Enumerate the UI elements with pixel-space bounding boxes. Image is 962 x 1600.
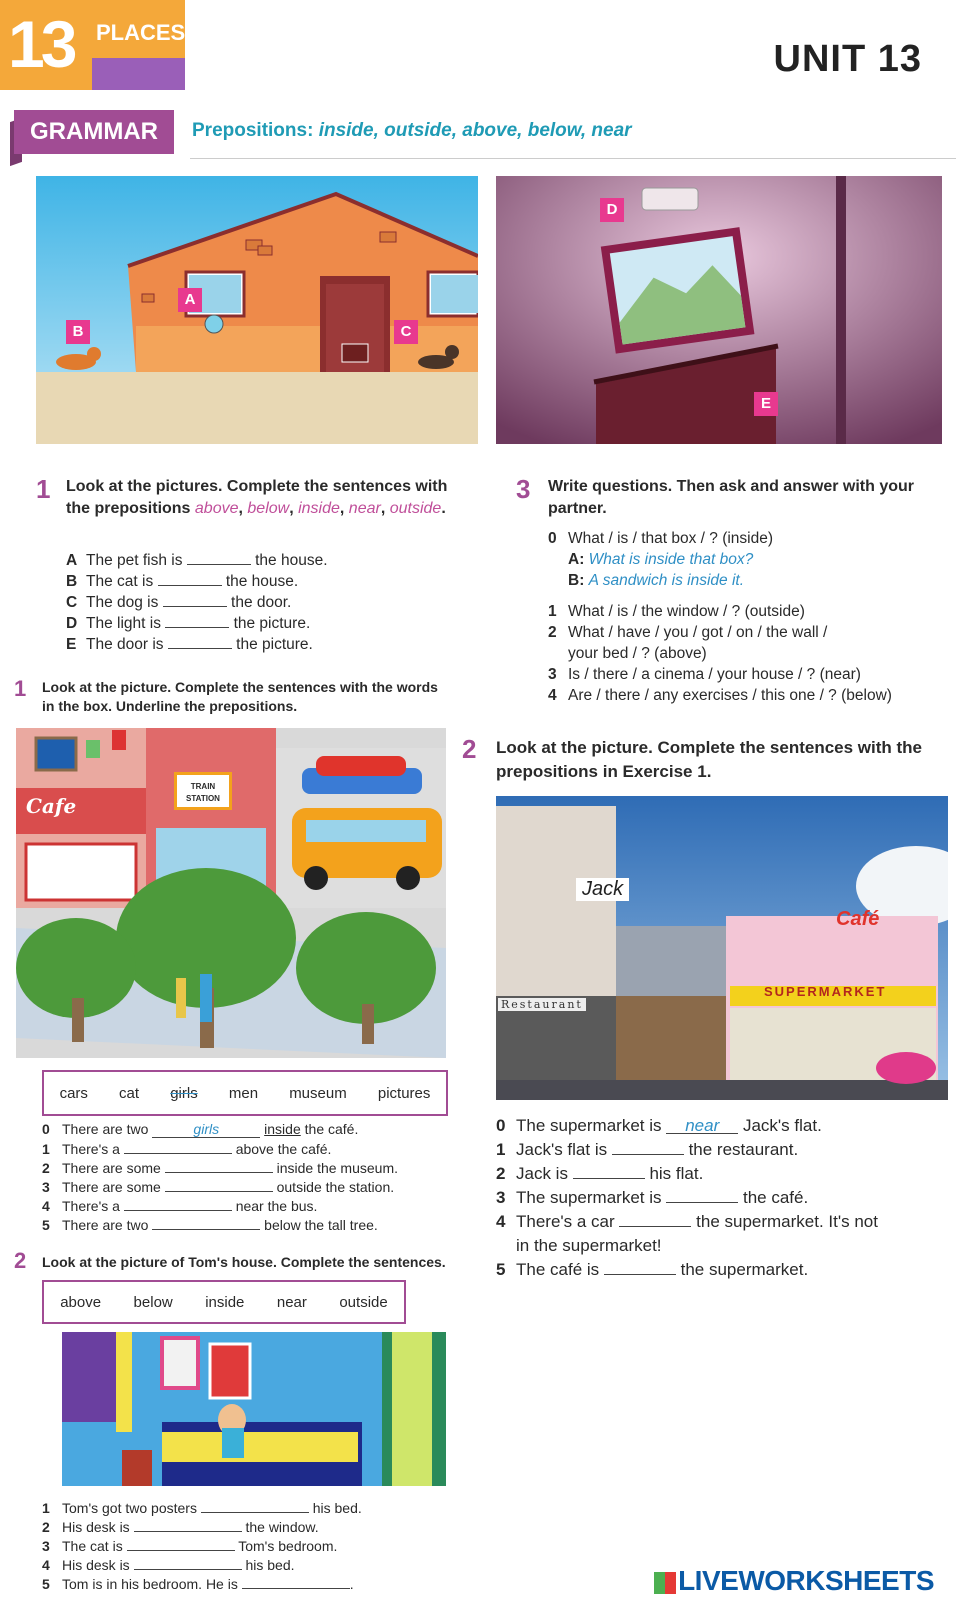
photo-supermarket-sign: SUPERMARKET bbox=[764, 984, 887, 999]
logo-icon bbox=[654, 1572, 676, 1594]
box-word: cars bbox=[59, 1084, 88, 1102]
wb1-item: 2 There are some inside the museum. bbox=[42, 1160, 399, 1176]
ex3-example-a: A: What is inside that box? bbox=[568, 551, 754, 568]
answer-blank[interactable] bbox=[124, 1139, 232, 1154]
answer-blank[interactable] bbox=[619, 1212, 691, 1227]
wb2-item: 2 His desk is the window. bbox=[42, 1519, 319, 1535]
ex1-item: C The dog is the door. bbox=[66, 594, 292, 611]
ex3-item: 2 What / have / you / got / on / the wall / bbox=[548, 624, 828, 641]
bedroom-illustration bbox=[62, 1332, 446, 1486]
wb2-item: 1 Tom's got two posters his bed. bbox=[42, 1500, 362, 1516]
tag-c: C bbox=[394, 320, 418, 344]
ex2-number: 2 bbox=[462, 734, 477, 764]
wb1-word-box bbox=[42, 1070, 448, 1116]
room-picture bbox=[496, 176, 942, 444]
answer-blank[interactable] bbox=[573, 1164, 645, 1179]
ex3-item: 4 Are / there / any exercises / this one / ? (below) bbox=[548, 687, 892, 704]
grammar-tab: GRAMMAR bbox=[14, 110, 174, 154]
ex1-word: inside bbox=[298, 500, 340, 517]
answer-blank[interactable] bbox=[158, 571, 222, 586]
answer-blank[interactable] bbox=[134, 1555, 242, 1570]
box-word: museum bbox=[289, 1084, 347, 1102]
box-word: cat bbox=[119, 1084, 140, 1102]
ex1-item: B The cat is the house. bbox=[66, 573, 299, 590]
photo-restaurant-sign: Restaurant bbox=[498, 998, 586, 1011]
answer-blank[interactable] bbox=[168, 634, 232, 649]
answer-blank[interactable] bbox=[604, 1260, 676, 1275]
wb2-item: 5 Tom is in his bedroom. He is . bbox=[42, 1576, 354, 1592]
answer-blank[interactable] bbox=[163, 592, 227, 607]
ex3-item: 3 Is / there / a cinema / your house / ? (near) bbox=[548, 666, 861, 683]
ex3-example-b: B: A sandwich is inside it. bbox=[568, 572, 745, 589]
answer-blank[interactable] bbox=[201, 1498, 309, 1513]
liveworksheets-logo: LIVEWORKSHEETS bbox=[654, 1565, 934, 1597]
answer-blank[interactable] bbox=[124, 1196, 232, 1211]
unit-number: 13 bbox=[8, 7, 74, 81]
answer-blank[interactable] bbox=[165, 1177, 273, 1192]
answer-blank[interactable] bbox=[165, 613, 229, 628]
photo-cafe-sign: Café bbox=[836, 908, 880, 930]
ex2-item: 3 The supermarket is the café. bbox=[496, 1188, 809, 1207]
answer-blank[interactable] bbox=[134, 1517, 242, 1532]
box-word: pictures bbox=[377, 1084, 431, 1102]
grammar-title-items: inside, outside, above, below, near bbox=[318, 120, 632, 141]
wb1-item: 3 There are some outside the station. bbox=[42, 1179, 395, 1195]
box-word: near bbox=[276, 1293, 307, 1311]
ex2-item: 5 The café is the supermarket. bbox=[496, 1260, 809, 1279]
badge-stripe bbox=[92, 58, 185, 90]
ex2-item: 4 There's a car the supermarket. It's not bbox=[496, 1212, 878, 1231]
house-picture bbox=[36, 176, 478, 444]
wb1-instruction: Look at the picture. Complete the sentences with the words in the box. Underline the prepositions. bbox=[42, 679, 438, 714]
ex2-item: in the supermarket! bbox=[516, 1236, 662, 1255]
tag-e: E bbox=[754, 392, 778, 416]
ex1-word: outside bbox=[389, 500, 442, 517]
answer-blank[interactable] bbox=[187, 550, 251, 565]
ex1-number: 1 bbox=[36, 474, 51, 504]
station-sign: TRAIN STATION bbox=[174, 772, 232, 810]
wb2-word-box bbox=[42, 1280, 406, 1324]
box-word: outside bbox=[339, 1293, 388, 1311]
answer-blank[interactable] bbox=[152, 1215, 260, 1230]
bedroom-picture bbox=[62, 1332, 446, 1486]
unit-badge bbox=[0, 0, 185, 90]
unit-word: PLACES bbox=[96, 20, 186, 45]
box-word: girls bbox=[170, 1084, 198, 1102]
grammar-title bbox=[192, 120, 632, 142]
header-rule bbox=[190, 158, 956, 159]
ex2-item: 1 Jack's flat is the restaurant. bbox=[496, 1140, 799, 1159]
box-word: below bbox=[133, 1293, 173, 1311]
ex2-example: 0 The supermarket is near Jack's flat. bbox=[496, 1116, 822, 1135]
wb2-number: 2 bbox=[14, 1248, 27, 1273]
city-photo bbox=[496, 796, 948, 1100]
ex1-word: above bbox=[194, 500, 239, 517]
grammar-title-prefix: Prepositions: bbox=[192, 120, 319, 141]
wb1-item: 5 There are two below the tall tree. bbox=[42, 1217, 378, 1233]
ex3-number: 3 bbox=[516, 474, 531, 504]
ex3-example: 0 What / is / that box / ? (inside) bbox=[548, 530, 774, 547]
ex2-instruction: Look at the picture. Complete the sentences with the prepositions in Exercise 1. bbox=[496, 738, 923, 781]
ex1-item: D The light is the picture. bbox=[66, 615, 311, 632]
answer-blank[interactable] bbox=[127, 1536, 235, 1551]
wb1-item: 1 There's a above the café. bbox=[42, 1141, 332, 1157]
ex2-item: 2 Jack is his flat. bbox=[496, 1164, 704, 1183]
ex3-item: 1 What / is / the window / ? (outside) bbox=[548, 603, 805, 620]
ex3-item: your bed / ? (above) bbox=[568, 645, 707, 662]
answer-blank[interactable] bbox=[666, 1188, 738, 1203]
wb2-instruction: Look at the picture of Tom's house. Complete the sentences. bbox=[42, 1254, 446, 1270]
answer-blank[interactable] bbox=[612, 1140, 684, 1155]
ex1-instruction: Look at the pictures. Complete the sentences with the prepositions above, below, inside, near, outside. bbox=[66, 478, 448, 517]
answer-blank[interactable] bbox=[165, 1158, 273, 1173]
street-picture bbox=[16, 728, 446, 1058]
cafe-sign: Cafe bbox=[26, 794, 77, 818]
jack-label: Jack bbox=[576, 878, 629, 901]
tag-a: A bbox=[178, 288, 202, 312]
box-word: men bbox=[228, 1084, 259, 1102]
ex1-item: E The door is the picture. bbox=[66, 636, 313, 653]
wb1-item: 4 There's a near the bus. bbox=[42, 1198, 318, 1214]
wb2-item: 4 His desk is his bed. bbox=[42, 1557, 295, 1573]
city-illustration bbox=[496, 796, 948, 1100]
tag-d: D bbox=[600, 198, 624, 222]
answer-blank[interactable] bbox=[242, 1574, 350, 1589]
box-word: inside bbox=[205, 1293, 245, 1311]
wb1-example: 0 There are two girls inside the café. bbox=[42, 1121, 359, 1137]
tag-b: B bbox=[66, 320, 90, 344]
ex1-word: near bbox=[348, 500, 381, 517]
wb2-item: 3 The cat is Tom's bedroom. bbox=[42, 1538, 338, 1554]
ex1-word: below bbox=[247, 500, 290, 517]
unit-label: UNIT 13 bbox=[773, 38, 922, 80]
house-illustration bbox=[36, 176, 478, 444]
ex1-item: A The pet fish is the house. bbox=[66, 552, 328, 569]
wb1-number: 1 bbox=[14, 676, 27, 701]
ex3-instruction: Write questions. Then ask and answer with your partner. bbox=[548, 478, 914, 517]
box-word: above bbox=[60, 1293, 102, 1311]
room-illustration bbox=[496, 176, 942, 444]
